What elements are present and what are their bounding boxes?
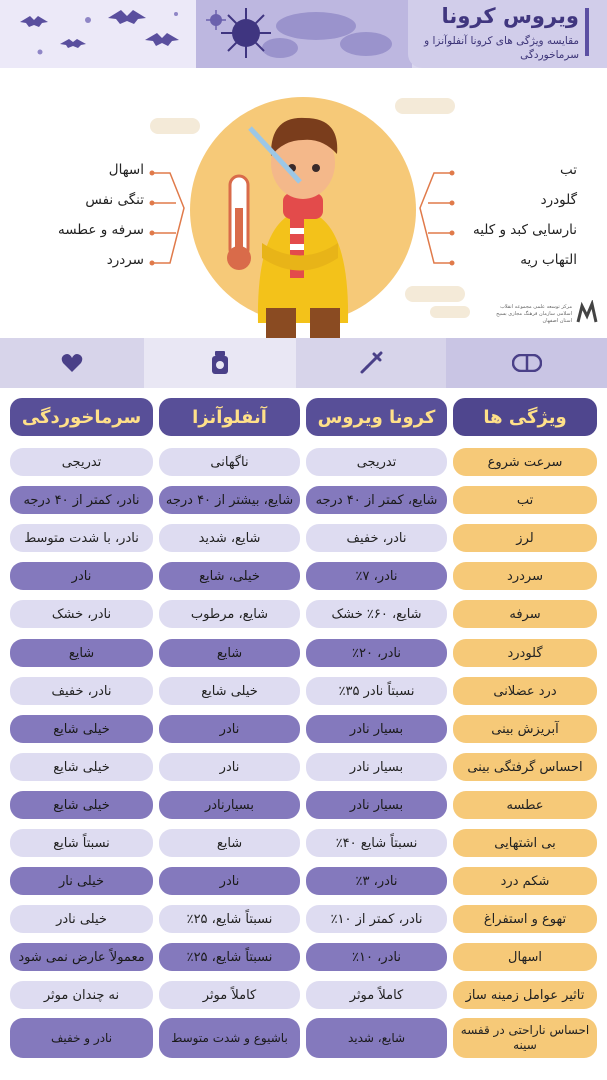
corona-cell: شایع، ۶۰٪ خشک (306, 600, 447, 628)
cold-cell: نادر و خفیف (10, 1018, 153, 1058)
feature-cell: درد عضلانی (453, 677, 597, 705)
title-accent-bar (585, 8, 589, 56)
corona-cell: بسیار نادر (306, 791, 447, 819)
feature-cell: آبریزش بینی (453, 715, 597, 743)
flu-cell: کاملاً موثر (159, 981, 300, 1009)
corona-cell: شایع، کمتر از ۴۰ درجه (306, 486, 447, 514)
corona-cell: شایع، شدید (306, 1018, 447, 1058)
flu-cell: نسبتاً شایع، ۲۵٪ (159, 943, 300, 971)
header-corona: کرونا ویروس (306, 398, 447, 436)
corona-cell: نادر، خفیف (306, 524, 447, 552)
logo-caption: مرکز توسعه علمی مجموعه انقلاب اسلامی سازمان فرهنگ مجازی بسیج استان اصفهان (496, 304, 572, 324)
flu-cell: نسبتاً شایع، ۲۵٪ (159, 905, 300, 933)
cold-cell: خیلی نادر (10, 905, 153, 933)
corona-cell: کاملاً موثر (306, 981, 447, 1009)
flu-cell: نادر (159, 753, 300, 781)
cold-cell: نادر، کمتر از ۴۰ درجه (10, 486, 153, 514)
corona-cell: نسبتاً شایع ۴۰٪ (306, 829, 447, 857)
organization-logo (488, 300, 598, 326)
symptom-left-4: سردرد (106, 252, 144, 268)
corona-cell: تدریجی (306, 448, 447, 476)
header-feature: ویژگی ها (453, 398, 597, 436)
corona-cell: نادر، ۲۰٪ (306, 639, 447, 667)
syringe-icon (358, 350, 384, 376)
cold-cell: نه چندان موثر (10, 981, 153, 1009)
feature-cell: احساس گرفتگی بینی (453, 753, 597, 781)
tab-pill-bottle[interactable] (144, 338, 296, 388)
cold-cell: نادر، خفیف (10, 677, 153, 705)
feature-cell: عطسه (453, 791, 597, 819)
symptom-right-2: گلودرد (540, 192, 577, 208)
corona-cell: نادر، ۷٪ (306, 562, 447, 590)
corona-cell: نادر، ۱۰٪ (306, 943, 447, 971)
cold-cell: نادر (10, 562, 153, 590)
logo-mark-icon (576, 300, 598, 324)
flu-cell: شایع (159, 639, 300, 667)
feature-cell: سرفه (453, 600, 597, 628)
flu-cell: نادر (159, 867, 300, 895)
cold-cell: خیلی شایع (10, 791, 153, 819)
page-title: ویروس کرونا (441, 4, 579, 28)
title-box (408, 0, 607, 68)
feature-cell: تب (453, 486, 597, 514)
flu-cell: خیلی، شایع (159, 562, 300, 590)
cold-cell: خیلی شایع (10, 753, 153, 781)
world-map-decoration (196, 0, 412, 68)
flu-cell: بسیارنادر (159, 791, 300, 819)
bat-icon (0, 0, 196, 68)
flu-cell: خیلی شایع (159, 677, 300, 705)
cold-cell: معمولاً عارض نمی شود (10, 943, 153, 971)
virus-icon (196, 0, 412, 68)
cold-cell: نسبتاً شایع (10, 829, 153, 857)
feature-cell: تهوع و استفراغ (453, 905, 597, 933)
flu-cell: باشیوع و شدت متوسط (159, 1018, 300, 1058)
cold-cell: خیلی شایع (10, 715, 153, 743)
flu-cell: شایع، مرطوب (159, 600, 300, 628)
header-cold: سرماخوردگی (10, 398, 153, 436)
tab-syringe[interactable] (296, 338, 446, 388)
flu-cell: شایع (159, 829, 300, 857)
feature-cell: احساس ناراحتی در قفسه سینه (453, 1018, 597, 1058)
pill-bottle-icon (211, 351, 229, 375)
symptom-right-4: التهاب ریه (520, 252, 577, 268)
symptom-right-1: تب (559, 162, 577, 178)
feature-cell: سردرد (453, 562, 597, 590)
feature-cell: سرعت شروع (453, 448, 597, 476)
corona-cell: نادر، ۳٪ (306, 867, 447, 895)
feature-cell: شکم درد (453, 867, 597, 895)
corona-cell: نسبتاً نادر ۳۵٪ (306, 677, 447, 705)
capsule-icon (512, 354, 542, 372)
symptom-left-2: تنگی نفس (85, 192, 144, 208)
feature-cell: اسهال (453, 943, 597, 971)
cold-cell: نادر، خشک (10, 600, 153, 628)
bats-decoration (0, 0, 196, 68)
feature-cell: گلودرد (453, 639, 597, 667)
feature-cell: لرز (453, 524, 597, 552)
flu-cell: شایع، شدید (159, 524, 300, 552)
symptom-right-3: نارسایی کبد و کلیه (472, 222, 577, 238)
flu-cell: نادر (159, 715, 300, 743)
header-flu: آنفلوآنزا (159, 398, 300, 436)
corona-cell: بسیار نادر (306, 753, 447, 781)
feature-cell: بی اشتهایی (453, 829, 597, 857)
feature-cell: تاثیر عوامل زمینه ساز (453, 981, 597, 1009)
tab-bar (0, 338, 607, 388)
flu-cell: شایع، بیشتر از ۴۰ درجه (159, 486, 300, 514)
header-banner (0, 0, 607, 68)
corona-cell: نادر، کمتر از ۱۰٪ (306, 905, 447, 933)
flu-cell: ناگهانی (159, 448, 300, 476)
tab-heart[interactable] (0, 338, 144, 388)
cold-cell: نادر، با شدت متوسط (10, 524, 153, 552)
cold-cell: تدریجی (10, 448, 153, 476)
corona-cell: بسیار نادر (306, 715, 447, 743)
symptom-left-1: اسهال (108, 162, 144, 178)
heart-icon (61, 353, 83, 373)
tab-capsule[interactable] (446, 338, 607, 388)
cold-cell: شایع (10, 639, 153, 667)
page-subtitle: مقایسه ویژگی های کرونا آنفلوآنزا و سرماخوردگی (424, 35, 579, 61)
cold-cell: خیلی نار (10, 867, 153, 895)
symptom-left-3: سرفه و عطسه (58, 222, 144, 238)
symptoms-illustration (0, 68, 607, 338)
